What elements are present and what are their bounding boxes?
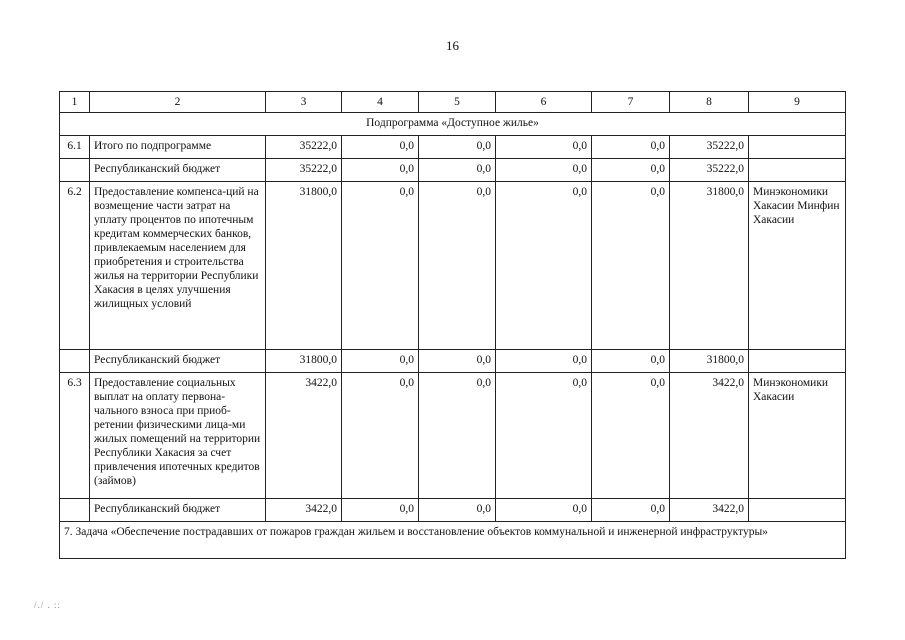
column-header: 6 — [496, 92, 592, 113]
row-number: 6.2 — [60, 182, 90, 350]
executor-cell — [749, 350, 846, 373]
executor-cell — [749, 499, 846, 522]
value-cell: 0,0 — [592, 350, 670, 373]
column-header: 3 — [266, 92, 342, 113]
column-header: 1 — [60, 92, 90, 113]
table-row — [60, 499, 846, 522]
value-cell: 3422,0 — [670, 499, 749, 522]
row-number — [60, 499, 90, 522]
value-cell: 0,0 — [419, 136, 496, 159]
task-text: 7. Задача «Обеспечение пострадавших от пожаров граждан жильем и восстановление объектов коммунальной и инженерной инфраструктуры» — [60, 522, 846, 559]
row-label: Итого по подпрограмме — [90, 136, 266, 159]
column-header-row — [60, 92, 846, 113]
value-cell: 0,0 — [592, 159, 670, 182]
column-header: 8 — [670, 92, 749, 113]
column-header: 5 — [419, 92, 496, 113]
table-row — [60, 159, 846, 182]
value-cell: 35222,0 — [670, 136, 749, 159]
page-number: 16 — [446, 38, 459, 53]
value-cell: 0,0 — [342, 136, 419, 159]
row-label: Предоставление компенса-ций на возмещение части затрат на уплату процентов по ипотечным кредитам коммерческих банков, привлекаемым населением для приобретения и строительства жилья на территории Республики Хакасия в целях улучшения жилищных условий — [90, 182, 266, 350]
subprogram-title-row — [60, 113, 846, 136]
value-cell: 3422,0 — [266, 373, 342, 499]
value-cell: 31800,0 — [266, 182, 342, 350]
executor-cell: Минэкономики Хакасии Минфин Хакасии — [749, 182, 846, 350]
value-cell: 0,0 — [592, 373, 670, 499]
value-cell: 0,0 — [342, 350, 419, 373]
row-label: Предоставление социальных выплат на оплату первона-чального взноса при приоб-ретении физическими лица-ми жилых помещений на территории Республики Хакасия за счет привлечения ипотечных кредитов (займов) — [90, 373, 266, 499]
value-cell: 31800,0 — [670, 182, 749, 350]
column-header: 4 — [342, 92, 419, 113]
column-header: 2 — [90, 92, 266, 113]
value-cell: 0,0 — [419, 350, 496, 373]
table-row — [60, 350, 846, 373]
row-number — [60, 159, 90, 182]
value-cell: 0,0 — [496, 350, 592, 373]
value-cell: 3422,0 — [670, 373, 749, 499]
value-cell: 0,0 — [496, 182, 592, 350]
value-cell: 0,0 — [342, 159, 419, 182]
table-row — [60, 182, 846, 350]
value-cell: 35222,0 — [266, 159, 342, 182]
executor-cell — [749, 136, 846, 159]
value-cell: 0,0 — [496, 499, 592, 522]
row-number: 6.3 — [60, 373, 90, 499]
row-label: Республиканский бюджет — [90, 499, 266, 522]
value-cell: 0,0 — [419, 182, 496, 350]
value-cell: 0,0 — [592, 182, 670, 350]
value-cell: 0,0 — [419, 159, 496, 182]
subprogram-title: Подпрограмма «Доступное жилье» — [60, 113, 846, 136]
value-cell: 35222,0 — [266, 136, 342, 159]
value-cell: 0,0 — [496, 136, 592, 159]
value-cell: 0,0 — [592, 136, 670, 159]
value-cell: 0,0 — [419, 499, 496, 522]
value-cell: 0,0 — [419, 373, 496, 499]
executor-cell — [749, 159, 846, 182]
value-cell: 0,0 — [342, 373, 419, 499]
value-cell: 35222,0 — [670, 159, 749, 182]
table-row — [60, 136, 846, 159]
value-cell: 3422,0 — [266, 499, 342, 522]
footer-mark: /./ . :: — [34, 600, 62, 610]
row-number — [60, 350, 90, 373]
budget-table — [59, 91, 846, 559]
value-cell: 0,0 — [496, 159, 592, 182]
value-cell: 0,0 — [592, 499, 670, 522]
row-label: Республиканский бюджет — [90, 159, 266, 182]
value-cell: 31800,0 — [670, 350, 749, 373]
value-cell: 0,0 — [496, 373, 592, 499]
value-cell: 0,0 — [342, 182, 419, 350]
value-cell: 0,0 — [342, 499, 419, 522]
executor-cell: Минэкономики Хакасии — [749, 373, 846, 499]
row-number: 6.1 — [60, 136, 90, 159]
task-row — [60, 522, 846, 559]
value-cell: 31800,0 — [266, 350, 342, 373]
row-label: Республиканский бюджет — [90, 350, 266, 373]
table-row — [60, 373, 846, 499]
column-header: 7 — [592, 92, 670, 113]
column-header: 9 — [749, 92, 846, 113]
